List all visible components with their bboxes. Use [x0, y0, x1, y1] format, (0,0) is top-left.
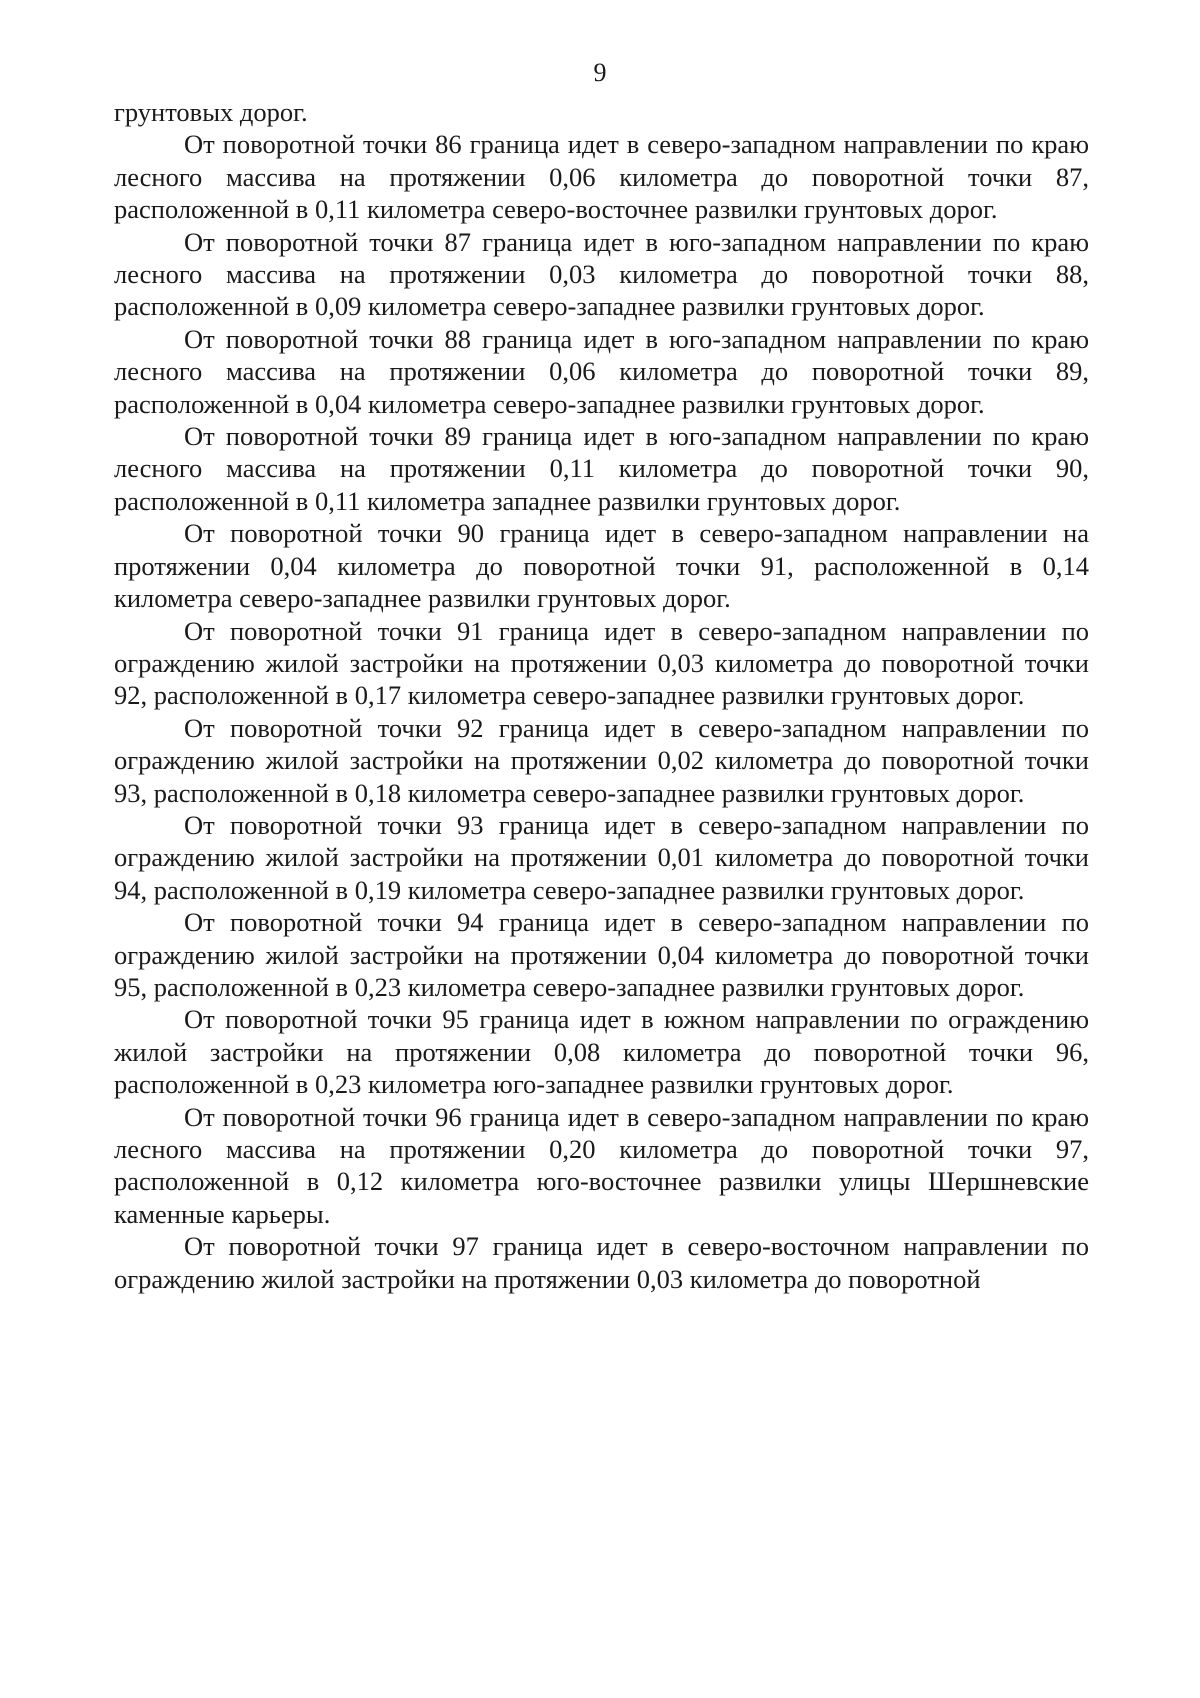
paragraph: От поворотной точки 97 граница идет в северо-восточном направлении по ограждению жилой застройки на протяжении 0,03 километра до поворотной	[114, 1231, 1089, 1294]
document-body	[114, 96, 1089, 1295]
paragraph: От поворотной точки 90 граница идет в северо-западном направлении на протяжении 0,04 километра до поворотной точки 91, расположенной в 0,14 километра северо-западнее развилки грунтовых дорог.	[114, 518, 1089, 614]
page-number: 9	[593, 58, 607, 87]
paragraph: От поворотной точки 92 граница идет в северо-западном направлении по ограждению жилой застройки на протяжении 0,02 километра до поворотной точки 93, расположенной в 0,18 километра северо-западнее развилки грунтовых дорог.	[114, 712, 1089, 808]
paragraph: От поворотной точки 88 граница идет в юго-западном направлении по краю лесного массива на протяжении 0,06 километра до поворотной точки 89, расположенной в 0,04 километра северо-западнее развилки грунтовых дорог.	[114, 323, 1089, 419]
paragraph: От поворотной точки 86 граница идет в северо-западном направлении по краю лесного массива на протяжении 0,06 километра до поворотной точки 87, расположенной в 0,11 километра северо-восточнее развилки грунтовых дорог.	[114, 129, 1089, 225]
paragraph: От поворотной точки 96 граница идет в северо-западном направлении по краю лесного массива на протяжении 0,20 километра до поворотной точки 97, расположенной в 0,12 километра юго-восточнее развилки улицы Шершневские каменные карьеры.	[114, 1101, 1089, 1229]
paragraph: грунтовых дорог.	[114, 97, 308, 127]
paragraph: От поворотной точки 93 граница идет в северо-западном направлении по ограждению жилой застройки на протяжении 0,01 километра до поворотной точки 94, расположенной в 0,19 километра северо-западнее развилки грунтовых дорог.	[114, 809, 1089, 905]
paragraph: От поворотной точки 89 граница идет в юго-западном направлении по краю лесного массива на протяжении 0,11 километра до поворотной точки 90, расположенной в 0,11 километра западнее развилки грунтовых дорог.	[114, 421, 1089, 516]
paragraph: От поворотной точки 95 граница идет в южном направлении по ограждению жилой застройки на протяжении 0,08 километра до поворотной точки 96, расположенной в 0,23 километра юго-западнее развилки грунтовых дорог.	[114, 1004, 1089, 1100]
paragraph: От поворотной точки 94 граница идет в северо-западном направлении по ограждению жилой застройки на протяжении 0,04 километра до поворотной точки 95, расположенной в 0,23 километра северо-западнее развилки грунтовых дорог.	[114, 907, 1089, 1002]
paragraph: От поворотной точки 87 граница идет в юго-западном направлении по краю лесного массива на протяжении 0,03 километра до поворотной точки 88, расположенной в 0,09 километра северо-западнее развилки грунтовых дорог.	[114, 226, 1089, 322]
paragraph: От поворотной точки 91 граница идет в северо-западном направлении по ограждению жилой застройки на протяжении 0,03 километра до поворотной точки 92, расположенной в 0,17 километра северо-западнее развилки грунтовых дорог.	[114, 615, 1089, 711]
